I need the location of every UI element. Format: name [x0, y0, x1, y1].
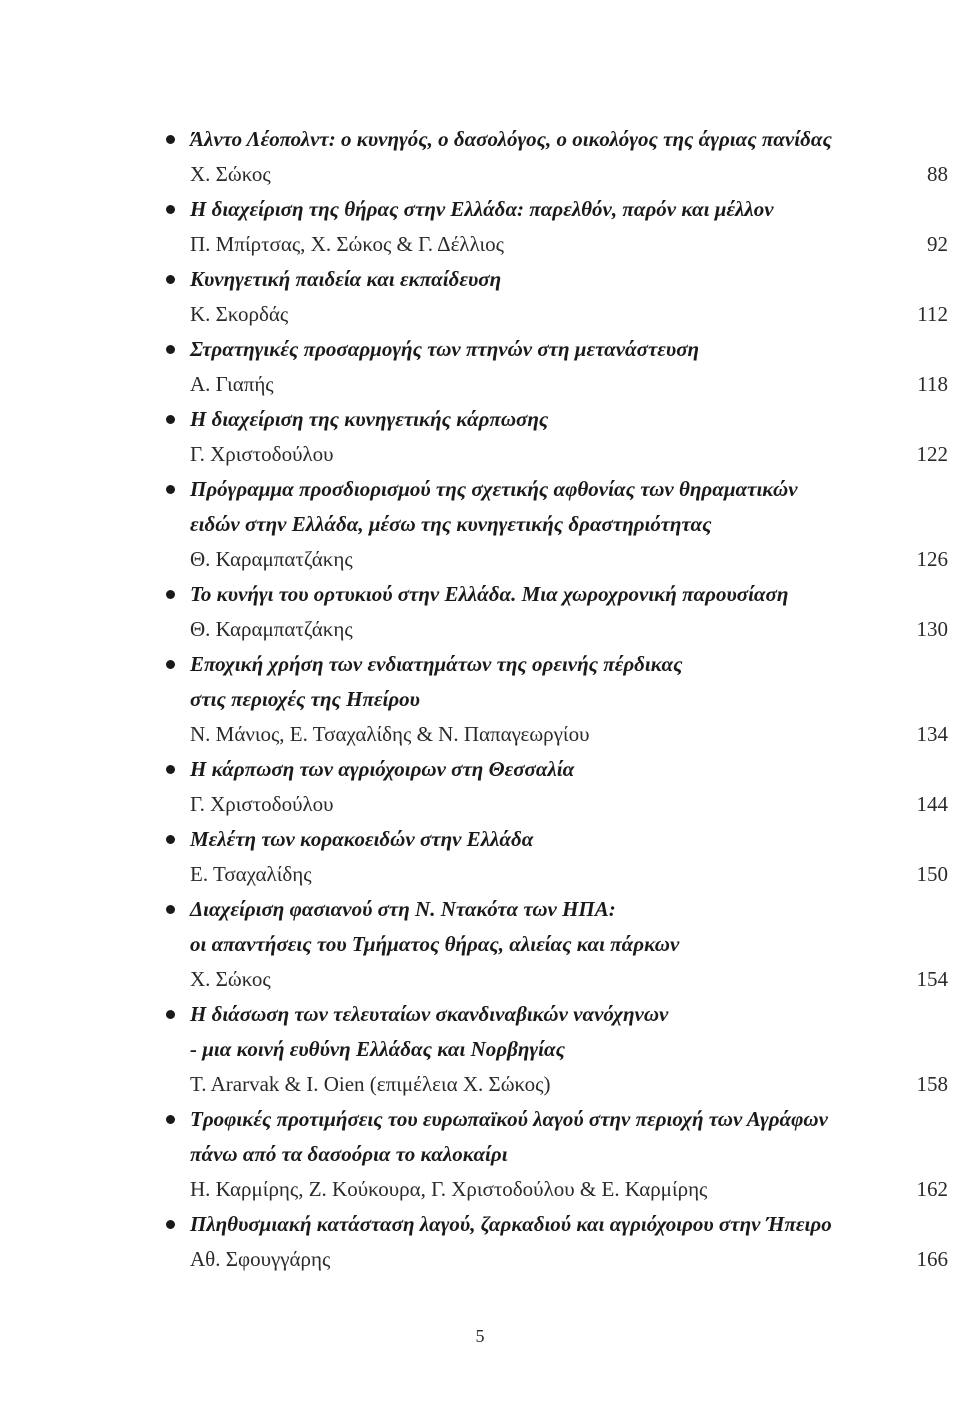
- toc-entry-page: 112: [917, 302, 948, 326]
- toc-entry-author-names: Χ. Σώκος: [190, 967, 271, 991]
- toc-entry: [164, 1207, 948, 1277]
- toc-entry-page: 122: [916, 442, 948, 466]
- toc-entry-title: Άλντο Λέοπολντ: ο κυνηγός, ο δασολόγος, ο οικολόγος της άγριας πανίδας: [164, 122, 948, 157]
- toc-entry-author-names: Η. Καρμίρης, Ζ. Κούκουρα, Γ. Χριστοδούλου & Ε. Καρμίρης: [190, 1177, 708, 1201]
- toc-entry: [164, 472, 948, 577]
- page-number-footer: 5: [475, 1326, 485, 1346]
- toc-entry-author-names: Γ. Χριστοδούλου: [190, 442, 334, 466]
- toc-entry-title: Τροφικές προτιμήσεις του ευρωπαϊκού λαγού στην περιοχή των Αγράφων: [164, 1102, 948, 1137]
- toc-entry-author-names: Κ. Σκορδάς: [190, 302, 289, 326]
- toc-entry-authors: [164, 1242, 948, 1277]
- toc-entry-title: Η κάρπωση των αγριόχοιρων στη Θεσσαλία: [164, 752, 948, 787]
- toc-entry-title: Η διαχείριση της θήρας στην Ελλάδα: παρελθόν, παρόν και μέλλον: [164, 192, 948, 227]
- toc-entry-title: Η διαχείριση της κυνηγετικής κάρπωσης: [164, 402, 948, 437]
- toc-entry-author-names: Αθ. Σφουγγάρης: [190, 1247, 331, 1271]
- toc-entry-authors: [164, 717, 948, 752]
- toc-entry-author-names: T. Ararvak & I. Oien (επιμέλεια Χ. Σώκος): [190, 1072, 551, 1096]
- toc-entry-title: Στρατηγικές προσαρμογής των πτηνών στη μετανάστευση: [164, 332, 948, 367]
- toc-entry-page: 88: [927, 162, 948, 186]
- toc-entry: [164, 402, 948, 472]
- toc-entry-title: οι απαντήσεις του Τμήματος θήρας, αλιείας και πάρκων: [190, 932, 680, 956]
- toc-entry: [164, 577, 948, 647]
- toc-entry-title: στις περιοχές της Ηπείρου: [190, 687, 420, 711]
- toc-entry-page: 126: [916, 547, 948, 571]
- toc-entry-author-names: Α. Γιαπής: [190, 372, 274, 396]
- toc-entry-author-names: Θ. Καραμπατζάκης: [190, 547, 353, 571]
- toc-entry-page: 134: [916, 722, 948, 746]
- toc-entry-title: Διαχείριση φασιανού στη Ν. Ντακότα των ΗΠΑ:: [164, 892, 948, 927]
- toc-entry-authors: [164, 297, 948, 332]
- toc-entry-page: 92: [927, 232, 948, 256]
- toc-entry-title: Πρόγραμμα προσδιορισμού της σχετικής αφθονίας των θηραματικών: [164, 472, 948, 507]
- toc-entry-page: 118: [917, 372, 948, 396]
- toc-entry: [164, 822, 948, 892]
- toc-entry-page: 162: [916, 1177, 948, 1201]
- toc-entry-page: 158: [916, 1072, 948, 1096]
- table-of-contents: [164, 122, 948, 1277]
- toc-entry: [164, 192, 948, 262]
- toc-entry-authors: [164, 1172, 948, 1207]
- toc-entry-title: Πληθυσμιακή κατάσταση λαγού, ζαρκαδιού και αγριόχοιρου στην Ήπειρο: [164, 1207, 948, 1242]
- toc-entry-page: 130: [916, 617, 948, 641]
- toc-entry-title: Εποχική χρήση των ενδιατημάτων της ορεινής πέρδικας: [164, 647, 948, 682]
- toc-entry: [164, 997, 948, 1102]
- toc-entry-title: Κυνηγετική παιδεία και εκπαίδευση: [164, 262, 948, 297]
- toc-entry-title: πάνω από τα δασοόρια το καλοκαίρι: [190, 1142, 508, 1166]
- toc-entry: [164, 332, 948, 402]
- toc-entry-page: 150: [916, 862, 948, 886]
- toc-entry-title: ειδών στην Ελλάδα, μέσω της κυνηγετικής δραστηριότητας: [190, 512, 712, 536]
- toc-entry-page: 144: [916, 792, 948, 816]
- toc-entry-authors: [164, 542, 948, 577]
- toc-entry-author-names: Θ. Καραμπατζάκης: [190, 617, 353, 641]
- toc-entry-author-names: Π. Μπίρτσας, Χ. Σώκος & Γ. Δέλλιος: [190, 232, 504, 256]
- toc-entry-authors: [164, 157, 948, 192]
- toc-entry-author-names: Ε. Τσαχαλίδης: [190, 862, 312, 886]
- toc-entry-authors: [164, 1067, 948, 1102]
- toc-entry: [164, 122, 948, 192]
- toc-entry-title: Η διάσωση των τελευταίων σκανδιναβικών νανόχηνων: [164, 997, 948, 1032]
- toc-entry-authors: [164, 437, 948, 472]
- toc-entry-authors: [164, 857, 948, 892]
- toc-entry: [164, 647, 948, 752]
- toc-entry-authors: [164, 787, 948, 822]
- toc-entry-author-names: Ν. Μάνιος, Ε. Τσαχαλίδης & Ν. Παπαγεωργίου: [190, 722, 590, 746]
- toc-entry-authors: [164, 367, 948, 402]
- toc-entry-title: Το κυνήγι του ορτυκιού στην Ελλάδα. Μια χωροχρονική παρουσίαση: [164, 577, 948, 612]
- toc-entry-authors: [164, 962, 948, 997]
- toc-entry-page: 166: [916, 1247, 948, 1271]
- toc-entry-authors: [164, 227, 948, 262]
- toc-entry-title: Μελέτη των κορακοειδών στην Ελλάδα: [164, 822, 948, 857]
- toc-entry: [164, 1102, 948, 1207]
- toc-entry: [164, 752, 948, 822]
- toc-entry-page: 154: [916, 967, 948, 991]
- toc-entry-authors: [164, 612, 948, 647]
- toc-entry-author-names: Χ. Σώκος: [190, 162, 271, 186]
- toc-entry-author-names: Γ. Χριστοδούλου: [190, 792, 334, 816]
- toc-entry-title: - μια κοινή ευθύνη Ελλάδας και Νορβηγίας: [190, 1037, 565, 1061]
- toc-entry: [164, 262, 948, 332]
- toc-entry: [164, 892, 948, 997]
